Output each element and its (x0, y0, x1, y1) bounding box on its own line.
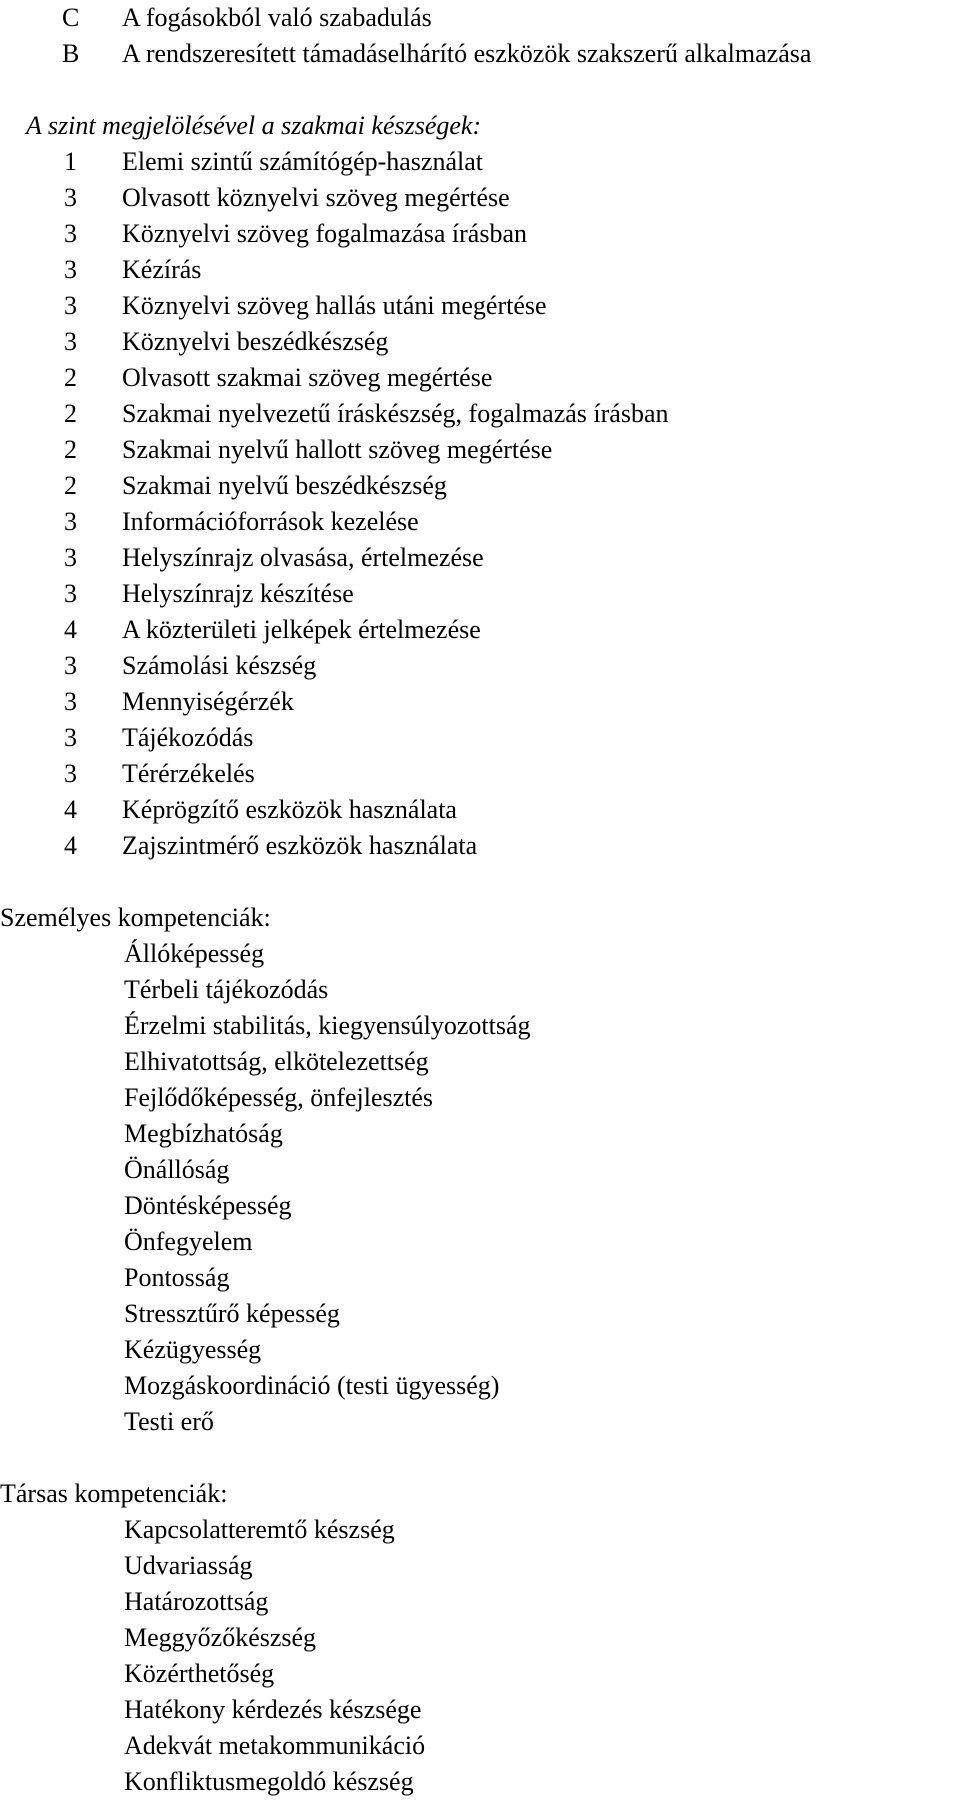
list-item (0, 0, 960, 36)
skill-label: Köznyelvi beszédkészség (122, 327, 389, 356)
skill-label: Olvasott köznyelvi szöveg megértése (122, 183, 510, 212)
skill-label: Kézírás (122, 255, 202, 284)
skill-item (0, 540, 960, 576)
skill-label: Tájékozódás (122, 723, 254, 752)
skill-level: 3 (64, 543, 77, 572)
skill-label: Szakmai nyelvű hallott szöveg megértése (122, 435, 553, 464)
skill-level: 2 (64, 435, 77, 464)
list-item: Megbízhatóság (124, 1119, 283, 1148)
item-label: A rendszeresített támadáselhárító eszközök szakszerű alkalmazása (122, 39, 812, 68)
skills-heading: A szint megjelölésével a szakmai készségek: (26, 111, 482, 140)
skill-item (0, 720, 960, 756)
list-item: Kézügyesség (124, 1335, 262, 1364)
list-item: Testi erő (124, 1407, 214, 1436)
skill-label: Számolási készség (122, 651, 317, 680)
skill-level: 3 (64, 651, 77, 680)
skill-item (0, 396, 960, 432)
skill-level: 3 (64, 291, 77, 320)
list-item: Elhivatottság, elkötelezettség (124, 1047, 429, 1076)
personal-competencies-heading: Személyes kompetenciák: (0, 903, 271, 932)
skill-item (0, 648, 960, 684)
skill-item (0, 288, 960, 324)
skill-label: Elemi szintű számítógép-használat (122, 147, 483, 176)
skill-level: 3 (64, 723, 77, 752)
social-competencies-heading: Társas kompetenciák: (0, 1479, 228, 1508)
skill-label: Helyszínrajz készítése (122, 579, 354, 608)
skill-level: 2 (64, 363, 77, 392)
spacer (0, 72, 960, 108)
list-item: Udvariasság (124, 1551, 253, 1580)
personal-competencies-list (0, 936, 960, 1440)
skill-item (0, 468, 960, 504)
skill-item (0, 828, 960, 864)
skill-item (0, 360, 960, 396)
list-item: Pontosság (124, 1263, 230, 1292)
list-item: Mozgáskoordináció (testi ügyesség) (124, 1371, 500, 1400)
list-item: Határozottság (124, 1587, 269, 1616)
skill-label: A közterületi jelképek értelmezése (122, 615, 481, 644)
list-item: Közérthetőség (124, 1659, 275, 1688)
list-item: Hatékony kérdezés készsége (124, 1695, 422, 1724)
skill-label: Térérzékelés (122, 759, 255, 788)
skill-level: 2 (64, 471, 77, 500)
skill-label: Mennyiségérzék (122, 687, 294, 716)
skill-item (0, 612, 960, 648)
skill-label: Helyszínrajz olvasása, értelmezése (122, 543, 484, 572)
list-item: Konfliktusmegoldó készség (124, 1767, 414, 1796)
list-item: Kapcsolatteremtő készség (124, 1515, 395, 1544)
spacer (0, 864, 960, 900)
list-item: Stressztűrő képesség (124, 1299, 340, 1328)
list-item: Térbeli tájékozódás (124, 975, 329, 1004)
skill-item (0, 216, 960, 252)
skill-label: Szakmai nyelvezetű íráskészség, fogalmazás írásban (122, 399, 669, 428)
list-item: Önállóság (124, 1155, 230, 1184)
skill-level: 4 (64, 615, 77, 644)
list-item: Döntésképesség (124, 1191, 292, 1220)
skill-level: 2 (64, 399, 77, 428)
list-item: Önfegyelem (124, 1227, 253, 1256)
skill-label: Zajszintmérő eszközök használata (122, 831, 478, 860)
skill-label: Olvasott szakmai szöveg megértése (122, 363, 493, 392)
skill-item (0, 756, 960, 792)
skill-item (0, 684, 960, 720)
skill-item (0, 504, 960, 540)
list-item: Meggyőzőkészség (124, 1623, 317, 1652)
skill-item (0, 144, 960, 180)
item-code: B (62, 39, 80, 68)
skill-item (0, 324, 960, 360)
list-item: Adekvát metakommunikáció (124, 1731, 426, 1760)
skill-label: Köznyelvi szöveg fogalmazása írásban (122, 219, 528, 248)
item-code: C (62, 3, 80, 32)
list-item: Érzelmi stabilitás, kiegyensúlyozottság (124, 1011, 531, 1040)
skill-level: 3 (64, 327, 77, 356)
skill-label: Szakmai nyelvű beszédkészség (122, 471, 447, 500)
skill-level: 3 (64, 219, 77, 248)
skill-item (0, 792, 960, 828)
spacer (0, 1440, 960, 1476)
skill-item (0, 180, 960, 216)
skill-level: 3 (64, 507, 77, 536)
skill-level: 4 (64, 831, 77, 860)
skill-label: Képrögzítő eszközök használata (122, 795, 457, 824)
skill-level: 3 (64, 687, 77, 716)
skill-level: 3 (64, 759, 77, 788)
list-item (0, 36, 960, 72)
top-items-list (0, 0, 960, 72)
skill-level: 3 (64, 255, 77, 284)
list-item: Fejlődőképesség, önfejlesztés (124, 1083, 434, 1112)
social-competencies-list (0, 1512, 960, 1800)
item-label: A fogásokból való szabadulás (122, 3, 432, 32)
skill-label: Információforrások kezelése (122, 507, 419, 536)
skill-level: 4 (64, 795, 77, 824)
skill-level: 3 (64, 579, 77, 608)
skill-item (0, 576, 960, 612)
skill-item (0, 432, 960, 468)
skills-list (0, 144, 960, 864)
list-item: Állóképesség (124, 939, 265, 968)
skill-level: 1 (64, 147, 77, 176)
skill-label: Köznyelvi szöveg hallás utáni megértése (122, 291, 547, 320)
skill-item (0, 252, 960, 288)
skill-level: 3 (64, 183, 77, 212)
